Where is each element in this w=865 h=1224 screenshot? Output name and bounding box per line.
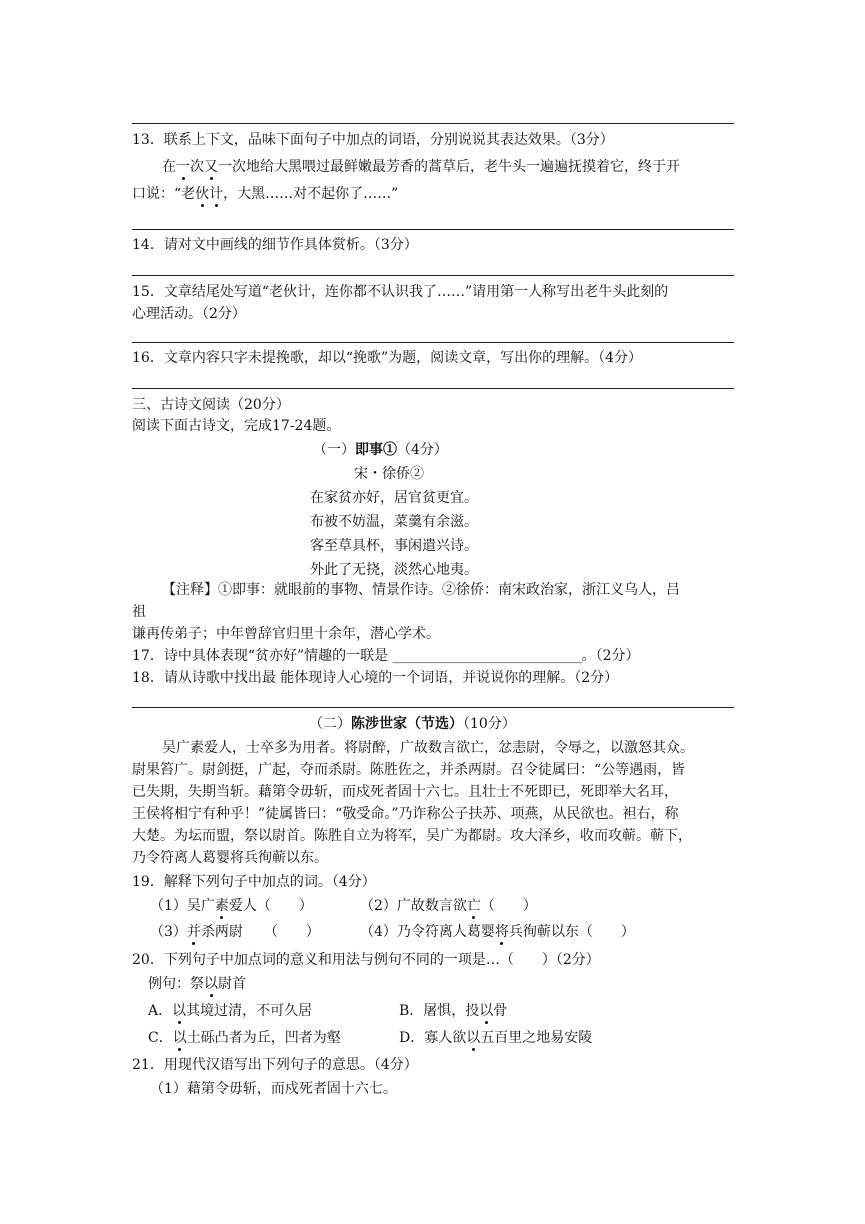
emphasis-dot-word: 以 (172, 1030, 187, 1046)
question-20-option-a: A．以其境过清，不可久居 (148, 1003, 313, 1019)
emphasis-dot-word: 以 (204, 976, 218, 992)
prose-line: 尉果笞广。尉剑挺，广起，夺而杀尉。陈胜佐之，并杀两尉。召令徒属曰：“公等遇雨，皆 (132, 762, 686, 778)
question-20-option-b: B．屠惧，投以骨 (399, 1003, 508, 1019)
answer-line (132, 229, 734, 230)
question-19-prompt: 19．解释下列句子中加点的词。（4分） (132, 874, 376, 890)
poem-notes: 【注释】①即事：就眼前的事物、情景作诗。②徐侨：南宋政治家，浙江义乌人，吕 (162, 582, 680, 598)
prose-title: （二）陈涉世家（节选）（10分） (309, 716, 516, 732)
emphasis-dot-word: 一 (176, 159, 190, 175)
poem-title: （一）即事①（4分） (313, 442, 448, 458)
divider (132, 123, 734, 124)
emphasis-dot-word: 又 (204, 159, 218, 175)
question-19-item-2: （2）广故数言欲亡（ ） (360, 898, 537, 914)
poem-line: 在家贫亦好，居官贫更宜。 (310, 490, 478, 506)
poem-author: 宋・徐侨② (354, 466, 424, 482)
prose-line: 大楚。为坛而盟，祭以尉首。陈胜自立为将军，吴广为都尉。攻大泽乡，收而攻蕲。蕲下， (132, 828, 692, 844)
question-18: 18．请从诗歌中找出最 能体现诗人心境的一个词语，并说说你的理解。（2分） (132, 670, 619, 686)
question-19-item-3: （3）并杀两尉 （ ） (150, 924, 320, 940)
question-15-line-2: 心理活动。（2分） (132, 306, 246, 322)
question-13-quote-line-2: 口说：“老伙计，大黑……对不起你了……” (132, 186, 399, 202)
question-21-item-1: （1）藉第令毋斩，而戍死者固十六七。 (150, 1081, 397, 1097)
question-20-prompt: 20．下列句子中加点词的意义和用法与例句不同的一项是…（ ）（2分） (132, 952, 600, 968)
answer-line (132, 388, 734, 389)
section-instruction: 阅读下面古诗文，完成17-24题。 (132, 418, 341, 434)
answer-line (132, 707, 734, 708)
emphasis-dot-word: 亡 (466, 898, 481, 914)
section-heading: 三、古诗文阅读（20分） (132, 397, 290, 413)
emphasis-dot-word: 素 (214, 898, 229, 914)
question-16: 16．文章内容只字未提挽歌，却以“挽歌”为题，阅读文章，写出你的理解。（4分） (132, 350, 643, 366)
emphasis-dot-word: 以 (466, 1030, 481, 1046)
poem-line: 布被不妨温，菜羹有余滋。 (310, 514, 478, 530)
prose-line: 已失期，失期当斩。藉第令毋斩，而戍死者固十六七。且壮士不死即已，死即举大名耳， (132, 784, 678, 800)
poem-notes: 祖 (132, 604, 146, 620)
emphasis-dot-word: 并 (186, 924, 201, 940)
prose-line: 王侯将相宁有种乎！”徒属皆曰：“敬受命。”乃诈称公子扶苏、项燕，从民欲也。袒右，称 (132, 806, 679, 822)
question-20-option-d: D．寡人欲以五百里之地易安陵 (399, 1030, 593, 1046)
answer-line (132, 275, 734, 276)
emphasis-dot-word: 伙 (195, 186, 210, 202)
question-13-quote-line-1: 在一次又一次地给大黑喂过最鲜嫩最芳香的蒿草后，老牛头一遍遍抚摸着它，终于开 (162, 159, 680, 175)
poem-line: 客至草具杯，事闲遣兴诗。 (310, 538, 478, 554)
question-20-example: 例句：祭以尉首 (148, 976, 246, 992)
question-19-item-1: （1）吴广素爱人（ ） (150, 898, 313, 914)
emphasis-dot-word: 以 (172, 1003, 187, 1019)
prose-line: 乃令符离人葛婴将兵徇蕲以东。 (132, 850, 328, 866)
question-13-prompt: 13．联系上下文，品味下面句子中加点的词语，分别说说其表达效果。（3分） (132, 132, 614, 148)
question-20-option-c: C．以土砾凸者为丘，凹者为壑 (148, 1030, 341, 1046)
emphasis-dot-word: 将 (494, 924, 509, 940)
question-19-item-4: （4）乃令符离人葛婴将兵徇蕲以东（ ） (360, 924, 635, 940)
emphasis-dot-word: 以 (479, 1003, 494, 1019)
question-14: 14．请对文中画线的细节作具体赏析。（3分） (132, 237, 418, 253)
poem-line: 外此了无挠，淡然心地夷。 (310, 562, 478, 578)
poem-notes: 谦再传弟子；中年曾辞官归里十余年，潜心学术。 (132, 626, 440, 642)
prose-line: 吴广素爱人，士卒多为用者。将尉醉，广故数言欲亡，忿恚尉，令辱之，以激怒其众。 (162, 740, 694, 756)
question-21-prompt: 21．用现代汉语写出下列句子的意思。（4分） (132, 1057, 418, 1073)
question-17: 17．诗中具体表现“贫亦好”情趣的一联是 ___________________________。（2分） (132, 648, 640, 664)
question-15-line-1: 15．文章结尾处写道“老伙计，连你都不认识我了……”请用第一人称写出老牛头此刻的 (132, 284, 669, 300)
answer-line (132, 342, 734, 343)
emphasis-dot-word: 计 (209, 186, 224, 202)
